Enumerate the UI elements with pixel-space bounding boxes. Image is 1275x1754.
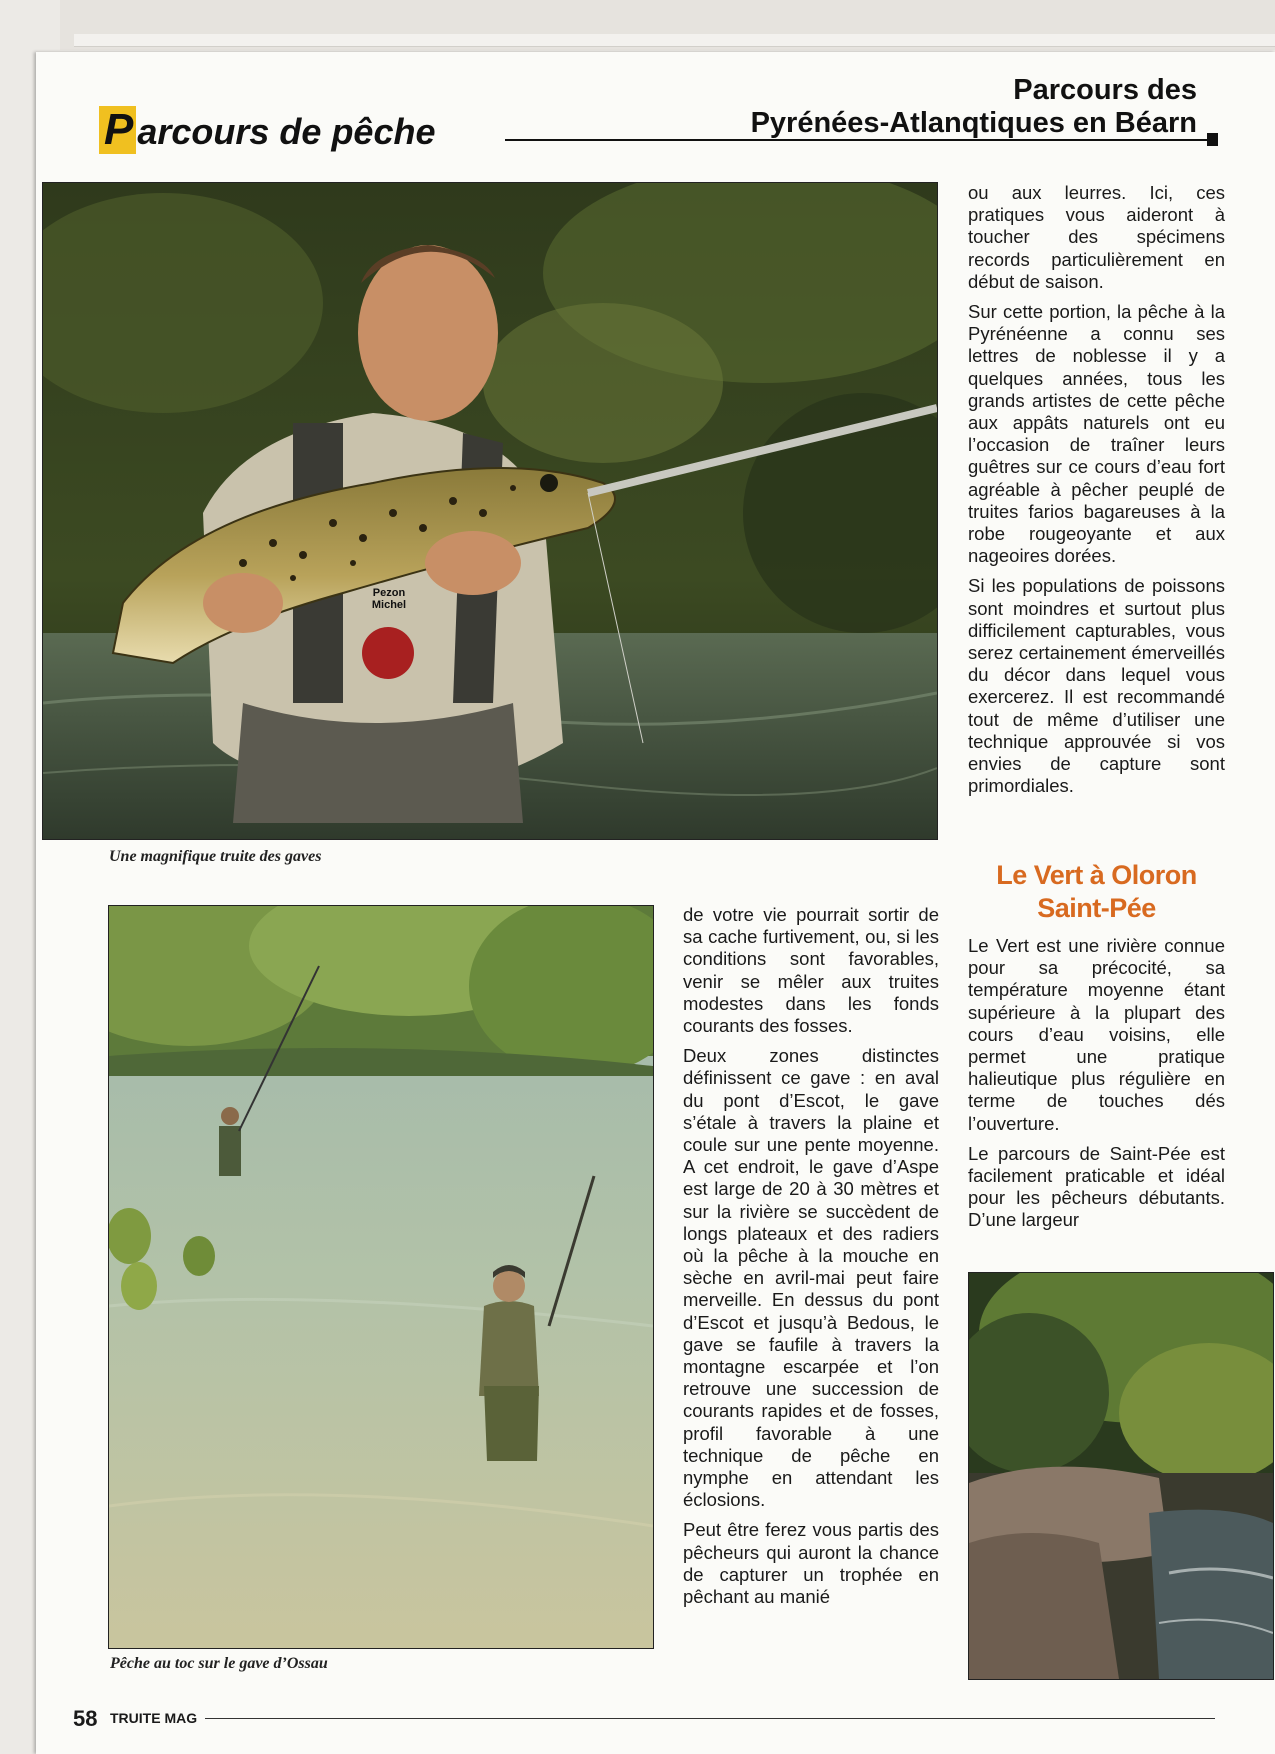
paragraph: ou aux leurres. Ici, ces pratiques vous aideront à toucher des spécimens records particulièrement en début de saison. [968, 182, 1225, 292]
photo-trout-angler-image [43, 183, 937, 839]
paragraph: Deux zones distinctes définissent ce gave : en aval du pont d’Escot, le gave s’étale à travers la plaine et coule sur une pente moyenne. A cet endroit, le gave d’Aspe est large de 20 à 30 mètres et sur la rivière se succèdent de longs plateaux et des radiers où la pêche à la mouche en sèche en avril-mai peut faire merveille. En dessus du pont d’Escot et jusqu’à Bedous, le gave se faufile à travers la montagne escarpée et l’on retrouve une succession de courants rapides et de fosses, profil favorable à une technique de pêche en nymphe en attendant les éclosions. [683, 1045, 939, 1511]
photo-anglers-river-image [109, 906, 653, 1648]
article-column-middle [683, 904, 939, 1616]
article-column-right [968, 182, 1225, 805]
photo-forest-stream-image [969, 1273, 1273, 1679]
photo-anglers-river [108, 905, 654, 1649]
section-title-initial: P [99, 106, 136, 154]
photo2-caption: Pêche au toc sur le gave d’Ossau [110, 1655, 328, 1672]
underlying-page-edge [74, 34, 1275, 47]
route-title-line2: Pyrénées-Atlanqtiques en Béarn [750, 107, 1197, 139]
magazine-name: TRUITE MAG [110, 1710, 198, 1726]
article-column-right-lower [968, 935, 1225, 1240]
paragraph: de votre vie pourrait sortir de sa cache furtivement, ou, si les conditions sont favorables, venir se mêler aux truites modestes dans les fonds courants des fosses. [683, 904, 939, 1037]
paragraph: Le Vert est une rivière connue pour sa précocité, sa température moyenne étant supérieure à la plupart des cours d’eau voisins, elle permet une pratique halieutique plus régulière en terme de touches dés l’ouverture. [968, 935, 1225, 1134]
paragraph: Si les populations de poissons sont moindres et surtout plus difficilement capturables, vous serez certainement émerveillés du décor dans lequel vous exercerez. Il est recommandé tout de même d’utiliser une technique approuvée si vos envies de capture sont primordiales. [968, 575, 1225, 797]
photo-forest-stream [968, 1272, 1274, 1680]
section-title-rest: arcours de pêche [137, 111, 436, 152]
paragraph: Le parcours de Saint-Pée est facilement praticable et idéal pour les pêcheurs débutants. D’une largeur [968, 1142, 1225, 1231]
paragraph: Sur cette portion, la pêche à la Pyrénéenne a connu ses lettres de noblesse il y a quelques années, tous les grands artistes de cette pêche aux appâts naturels ont eu l’occasion de traîner leurs guêtres sur ce cours d’eau fort agréable à pêcher peuplé de truites farios bagareuses à la robe rougeoyante et aux nageoires dorées. [968, 301, 1225, 567]
paragraph: Peut être ferez vous partis des pêcheurs qui auront la chance de capturer un trophée en pêchant au manié [683, 1519, 939, 1608]
header-rule-end-mark [1207, 133, 1218, 146]
vest-logo [365, 587, 413, 611]
vest-logo-line1: Pezon [372, 587, 406, 599]
route-title [751, 74, 1197, 140]
page-number: 58 [73, 1706, 98, 1731]
photo1-caption: Une magnifique truite des gaves [109, 848, 322, 865]
subheading [968, 859, 1225, 925]
footer-rule [205, 1718, 1215, 1719]
subheading-line2: Saint-Pée [1037, 893, 1156, 923]
section-title [99, 106, 435, 154]
vest-logo-line2: Michel [371, 599, 407, 611]
subheading-line1: Le Vert à Oloron [996, 860, 1197, 890]
photo-trout-angler [42, 182, 938, 840]
route-title-line1: Parcours des [1013, 74, 1197, 106]
